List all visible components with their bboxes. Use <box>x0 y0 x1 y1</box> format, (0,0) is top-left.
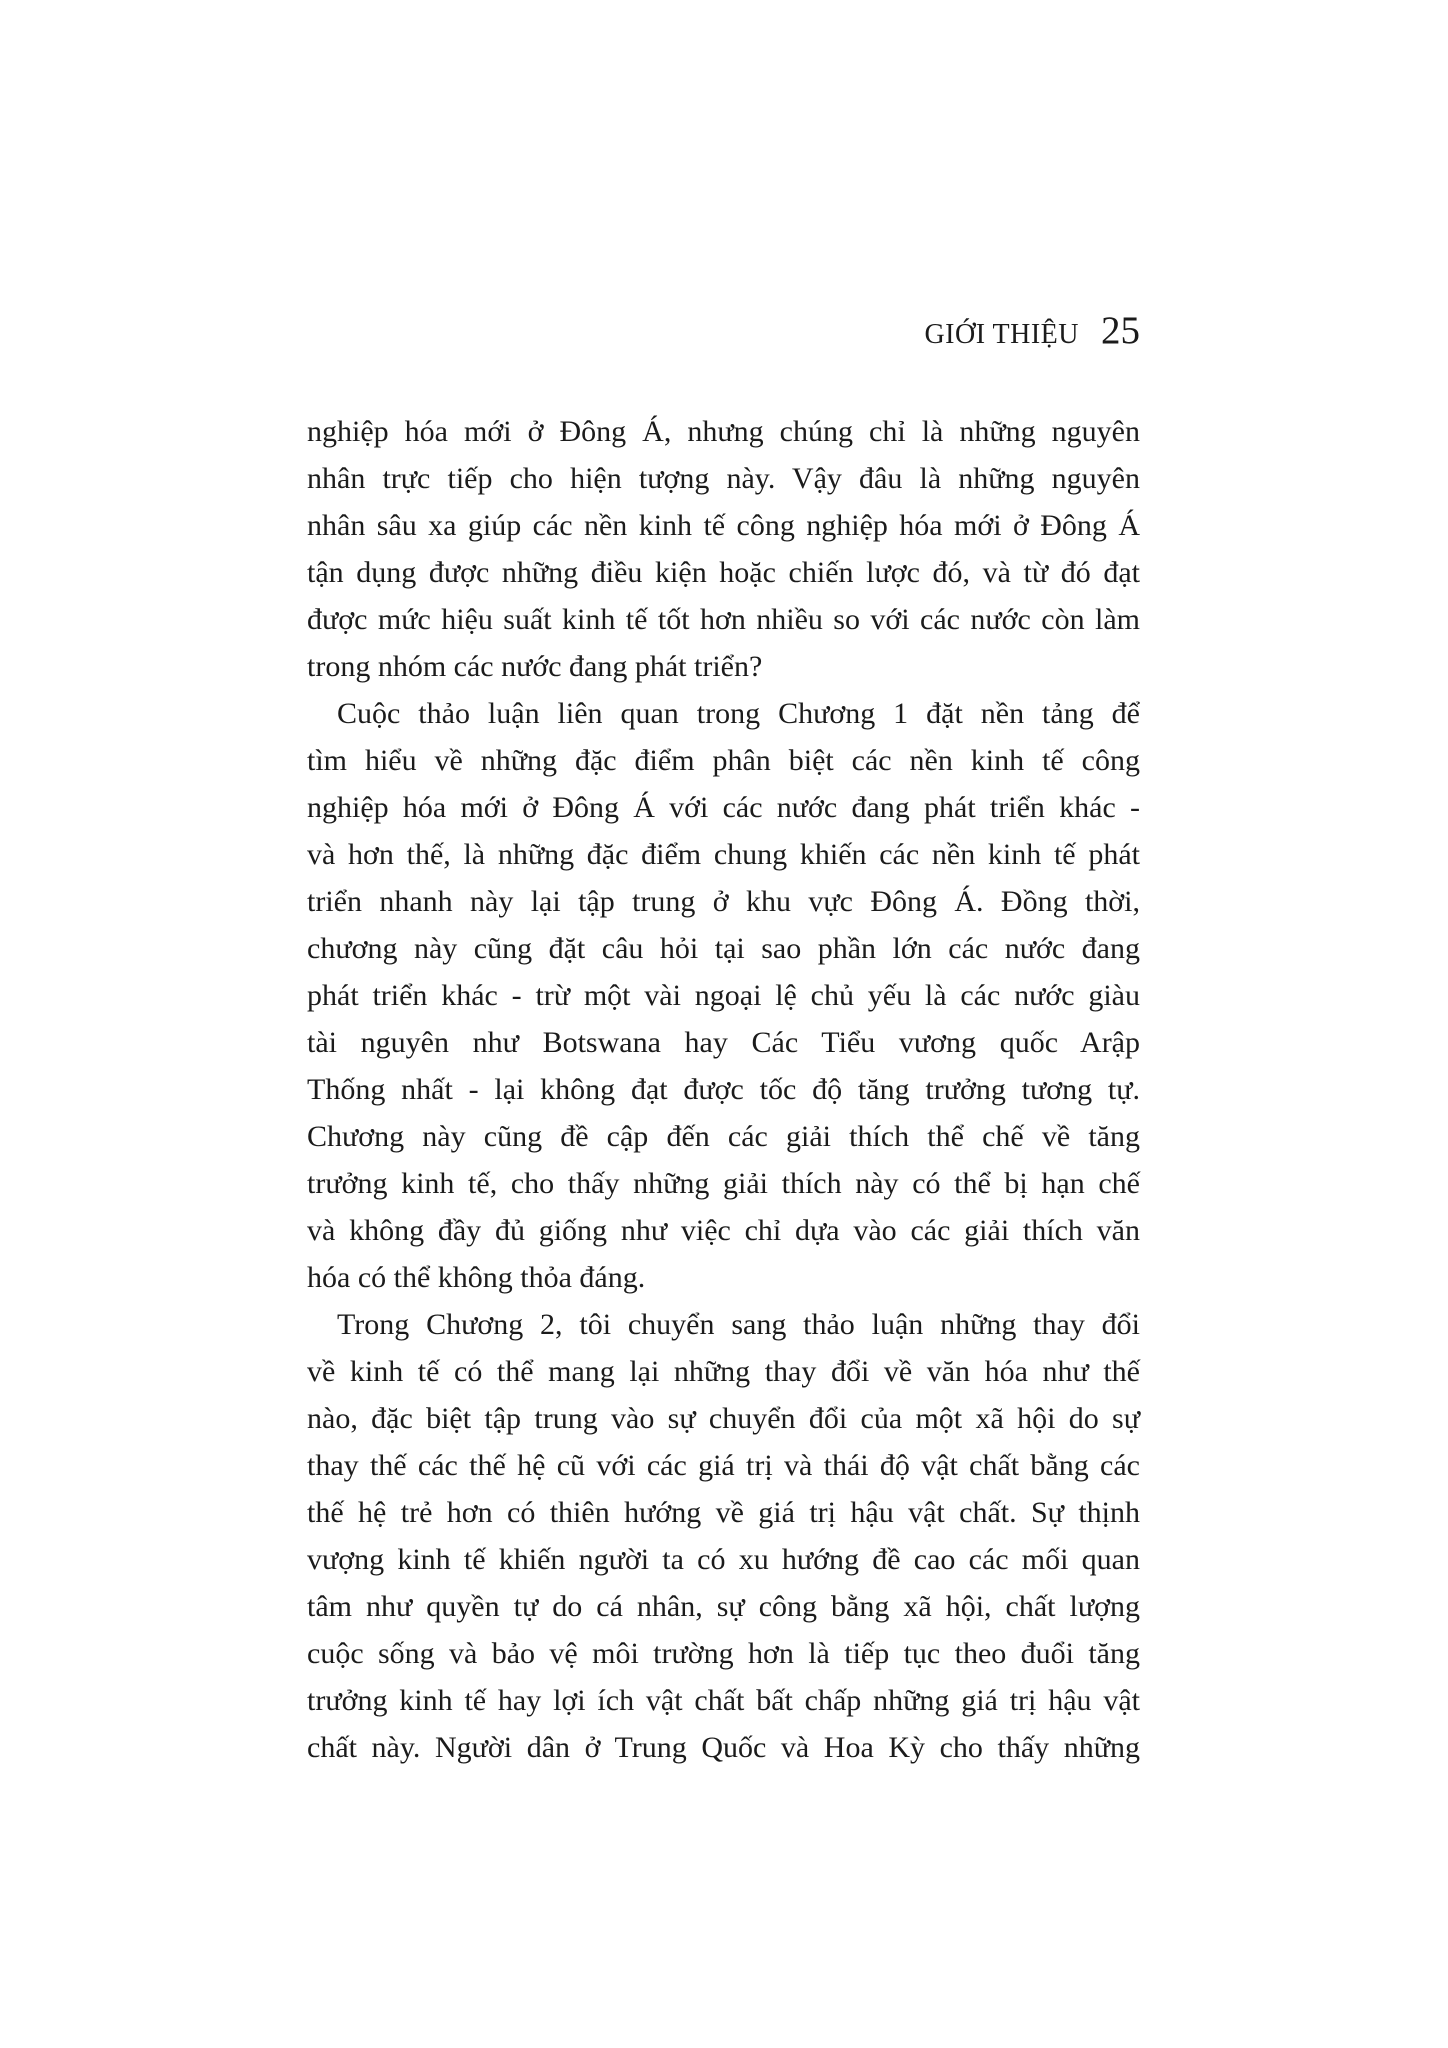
text-line: cuộc sống và bảo vệ môi trường hơn là tiếp tục theo đuổi tăng <box>307 1637 1140 1670</box>
text-line: thế hệ trẻ hơn có thiên hướng về giá trị hậu vật chất. Sự thịnh <box>307 1496 1140 1529</box>
running-head-title: GIỚI THIỆU <box>924 319 1079 350</box>
text-line: nghiệp hóa mới ở Đông Á với các nước đang phát triển khác - <box>307 791 1140 824</box>
text-line: Chương này cũng đề cập đến các giải thích thể chế về tăng <box>307 1120 1140 1153</box>
text-line: hóa có thể không thỏa đáng. <box>307 1261 646 1294</box>
text-line: Trong Chương 2, tôi chuyển sang thảo luận những thay đổi <box>337 1308 1140 1341</box>
text-line: Thống nhất - lại không đạt được tốc độ tăng trưởng tương tự. <box>307 1073 1140 1106</box>
text-line: và hơn thế, là những đặc điểm chung khiến các nền kinh tế phát <box>307 838 1140 871</box>
text-line: tận dụng được những điều kiện hoặc chiến lược đó, và từ đó đạt <box>307 556 1140 589</box>
text-line: nào, đặc biệt tập trung vào sự chuyển đổi của một xã hội do sự <box>307 1402 1140 1435</box>
text-line: Cuộc thảo luận liên quan trong Chương 1 đặt nền tảng để <box>337 697 1140 730</box>
text-line: tìm hiểu về những đặc điểm phân biệt các nền kinh tế công <box>307 744 1140 777</box>
text-line: được mức hiệu suất kinh tế tốt hơn nhiều so với các nước còn làm <box>307 603 1140 636</box>
text-line: phát triển khác - trừ một vài ngoại lệ chủ yếu là các nước giàu <box>307 979 1140 1012</box>
text-line: chất này. Người dân ở Trung Quốc và Hoa Kỳ cho thấy những <box>307 1731 1140 1764</box>
page-number: 25 <box>1101 309 1140 352</box>
text-line: tâm như quyền tự do cá nhân, sự công bằng xã hội, chất lượng <box>307 1590 1140 1623</box>
text-line: trưởng kinh tế hay lợi ích vật chất bất chấp những giá trị hậu vật <box>307 1684 1140 1717</box>
text-line: vượng kinh tế khiến người ta có xu hướng đề cao các mối quan <box>307 1543 1140 1576</box>
text-line: nhân sâu xa giúp các nền kinh tế công nghiệp hóa mới ở Đông Á <box>307 509 1140 542</box>
text-line: chương này cũng đặt câu hỏi tại sao phần lớn các nước đang <box>307 932 1140 965</box>
text-line: triển nhanh này lại tập trung ở khu vực Đông Á. Đồng thời, <box>307 885 1140 918</box>
text-line: nhân trực tiếp cho hiện tượng này. Vậy đâu là những nguyên <box>307 462 1140 495</box>
text-line: thay thế các thế hệ cũ với các giá trị và thái độ vật chất bằng các <box>307 1449 1140 1482</box>
text-line: trưởng kinh tế, cho thấy những giải thích này có thể bị hạn chế <box>307 1167 1140 1200</box>
text-line: trong nhóm các nước đang phát triển? <box>307 650 763 683</box>
text-line: tài nguyên như Botswana hay Các Tiểu vương quốc Arập <box>307 1026 1140 1059</box>
body-text <box>307 408 1140 1771</box>
page-header <box>307 308 1140 353</box>
text-line: nghiệp hóa mới ở Đông Á, nhưng chúng chỉ là những nguyên <box>307 415 1140 448</box>
text-line: và không đầy đủ giống như việc chỉ dựa vào các giải thích văn <box>307 1214 1140 1247</box>
text-line: về kinh tế có thể mang lại những thay đổi về văn hóa như thế <box>307 1355 1140 1388</box>
